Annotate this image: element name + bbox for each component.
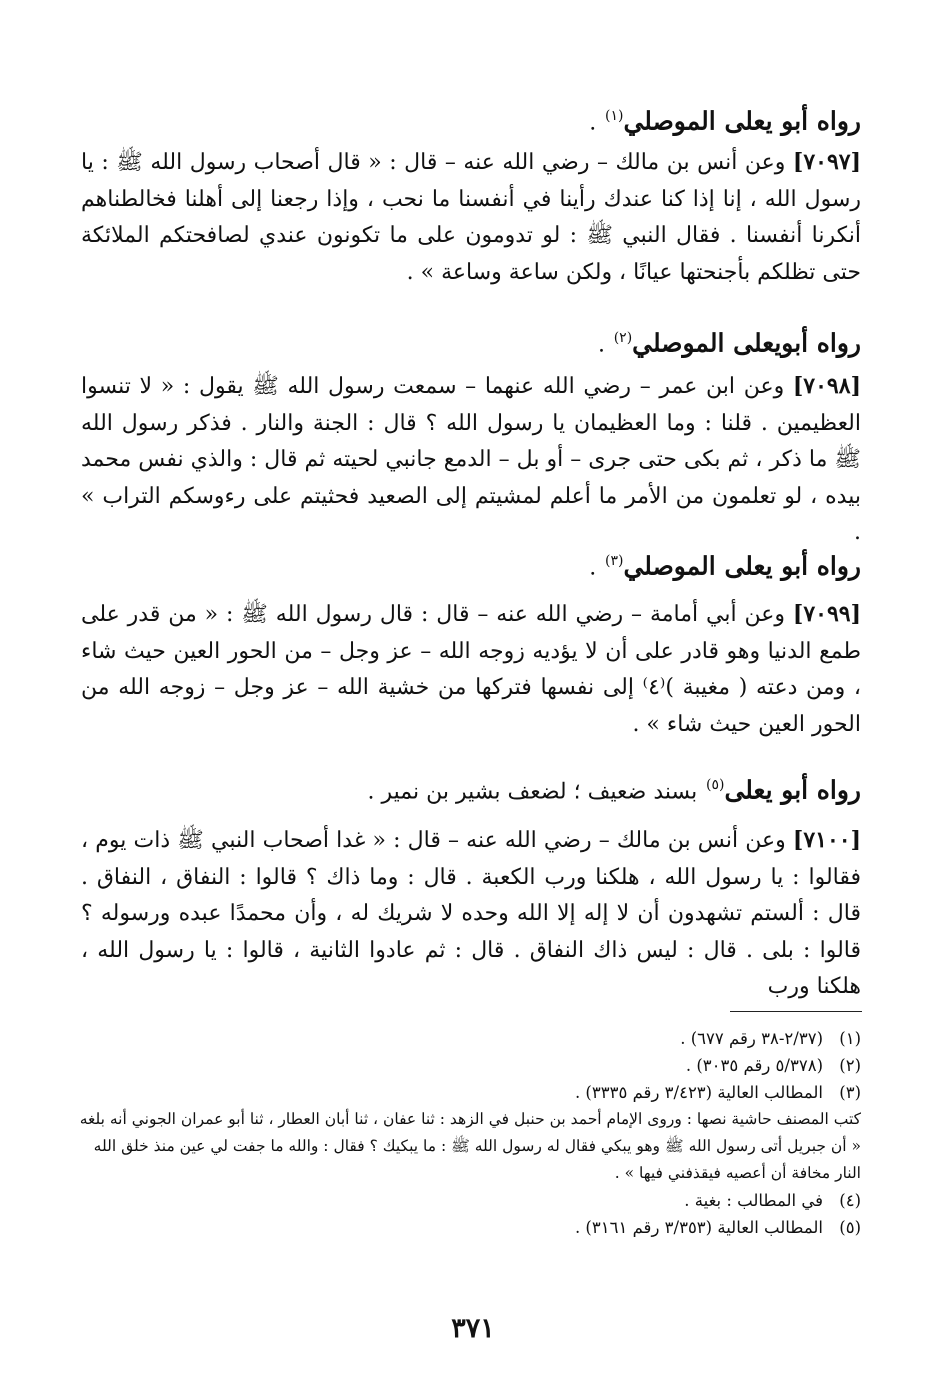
footnote-text: في المطالب : بغية . (684, 1191, 823, 1210)
hadith-7099 (81, 596, 861, 743)
footnote-continuation (71, 1106, 861, 1187)
footnote-text: المطالب العالية (٣/٤٢٣ رقم ٣٣٣٥) . (574, 1083, 823, 1102)
footnote-item (71, 1025, 861, 1052)
footnote-ref: (٢) (613, 330, 633, 346)
footnotes (71, 1025, 861, 1241)
hadith-text: وعن أبي أمامة – رضي الله عنه – قال : قال رسول الله ﷺ : « من قدر على طمع الدنيا وهو قادر على أن لا يؤديه زوجه الله – عز وجل – من الحور العين حيث شاء ، ومن دعته ( مغيبة )⁽٤⁾ إلى نفسها فتركها من خشية الله – عز وجل – زوجه الله من الحور العين حيث شاء » . (81, 602, 861, 737)
footnote-item (71, 1052, 861, 1079)
heading-tail: . (589, 110, 597, 136)
footnote-divider (730, 1011, 862, 1012)
hadith-text: وعن ابن عمر – رضي الله عنهما – سمعت رسول الله ﷺ يقول : « لا تنسوا العظيمين . قلنا : وما العظيمان يا رسول الله ؟ قال : الجنة والنار . فذكر رسول الله ﷺ ما ذكر ، ثم بكى حتى جرى – أو بل – الدمع جانبي لحيته ثم قال : والذي نفس محمد بيده ، لو تعلمون من الأمر ما أعلم لمشيتم إلى الصعيد فحثيتم على رءوسكم التراب » . (81, 374, 861, 546)
heading-text: رواه أبو يعلى الموصلي (623, 106, 861, 136)
heading-tail: . (597, 332, 605, 358)
footnote-number: (٣) (839, 1083, 861, 1102)
footnote-ref: (٣) (605, 553, 624, 569)
heading-tail: بسند ضعيف ؛ لضعف بشير بن نمير . (367, 779, 698, 805)
footnote-number: (٢) (839, 1056, 861, 1075)
source-heading-3 (589, 541, 861, 588)
footnote-item (71, 1079, 861, 1106)
heading-tail: . (589, 555, 597, 581)
footnote-text: (٢/٣٧-٣٨ رقم ٦٧٧) . (680, 1029, 823, 1048)
hadith-7100 (81, 822, 861, 1006)
source-heading-2 (598, 318, 861, 365)
footnote-text: (٥/٣٧٨ رقم ٣٠٣٥) . (685, 1056, 823, 1075)
footnote-ref: (٥) (705, 777, 725, 793)
heading-text: رواه أبويعلى الموصلي (632, 328, 861, 358)
hadith-number: [٧٠٩٧] (792, 149, 861, 175)
footnote-number: (١) (839, 1029, 861, 1048)
hadith-number: [٧٠٩٩] (792, 601, 861, 627)
heading-text: رواه أبو يعلى الموصلي (623, 551, 861, 581)
footnote-ref: (١) (605, 108, 624, 124)
hadith-number: [٧٠٩٨] (792, 373, 861, 399)
hadith-number: [٧١٠٠] (792, 827, 861, 853)
hadith-7098 (81, 368, 861, 552)
page-number: ٣٧١ (451, 1313, 495, 1344)
hadith-7097 (81, 144, 861, 291)
footnote-text: كتب المصنف حاشية نصها : وروى الإمام أحمد بن حنبل في الزهد : ثنا عفان ، ثنا أبان العطار ، ثنا أبو عمران الجوني أنه بلغه « أن جبريل أتى رسول الله ﷺ وهو يبكي فقال له رسول الله ﷺ : ما يبكيك ؟ فقال : والله ما جفت لي عين منذ خلق الله النار مخافة أن أعصيه فيقذفني فيها » . (79, 1110, 861, 1182)
hadith-text: وعن أنس بن مالك – رضي الله عنه – قال : « غدا أصحاب النبي ﷺ ذات يوم ، فقالوا : يا رسول الله ، هلكنا ورب الكعبة . قال : وما ذاك ؟ قالوا : النفاق ، النفاق . قال : ألستم تشهدون أن لا إله إلا الله وحده لا شريك له ، وأن محمدًا عبده ورسوله ؟ قالوا : بلى . قال : ليس ذاك النفاق . قال : ثم عادوا الثانية ، قالوا : يا رسول الله ، هلكنا ورب (81, 828, 861, 1000)
heading-text: رواه أبو يعلى (724, 775, 861, 805)
source-heading-4 (367, 765, 861, 812)
footnote-number: (٥) (839, 1218, 861, 1237)
footnote-text: المطالب العالية (٣/٣٥٣ رقم ٣١٦١) . (574, 1218, 823, 1237)
footnote-item (71, 1214, 861, 1241)
footnote-item (71, 1187, 861, 1214)
hadith-text: وعن أنس بن مالك – رضي الله عنه – قال : « قال أصحاب رسول الله ﷺ : يا رسول الله ، إنا إذا كنا عندك رأينا في أنفسنا ما نحب ، وإذا رجعنا إلى أهلنا فخالطناهم أنكرنا أنفسنا . فقال النبي ﷺ : لو تدومون على ما تكونون عندي لصافحتكم الملائكة حتى تظلكم بأجنحتها عيانًا ، ولكن ساعة وساعة » . (81, 150, 861, 285)
source-heading-1 (589, 96, 861, 143)
footnote-number: (٤) (839, 1191, 861, 1210)
